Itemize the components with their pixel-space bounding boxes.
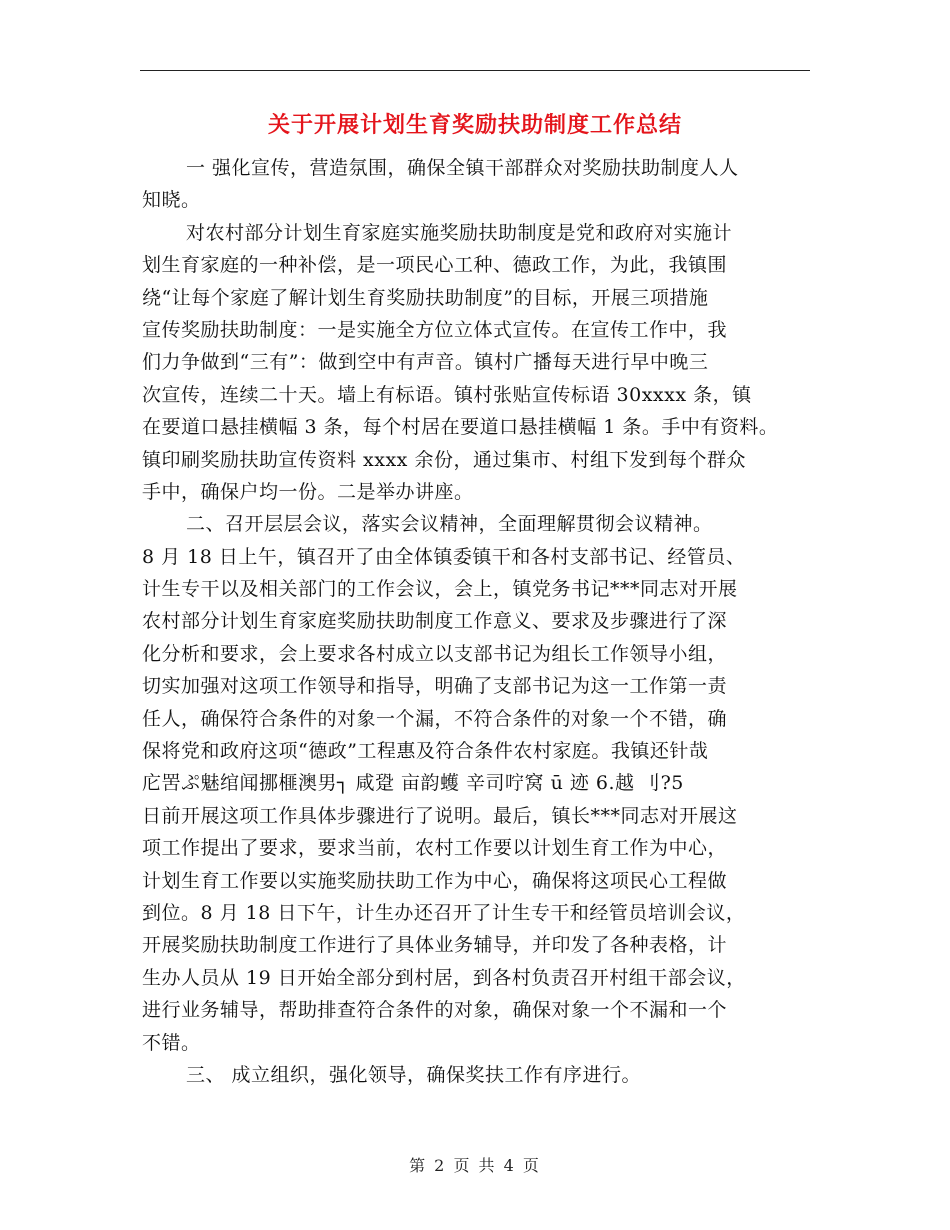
body-line: 绕“让每个家庭了解计划生育奖励扶助制度”的目标，开展三项措施 — [142, 286, 709, 309]
body-line: 三、 成立组织，强化领导，确保奖扶工作有序进行。 — [186, 1063, 642, 1086]
body-line: 日前开展这项工作具体步骤进行了说明。最后，镇长***同志对开展这 — [142, 804, 738, 827]
body-line: 庀罟ぷ魅绾闻挪榧澳男┐ 咸跫 亩韵蠖 辛司咛窝 ū 迹 6.越 刂?5 — [142, 772, 684, 795]
body-line: 项工作提出了要求，要求当前，农村工作要以计划生育工作为中心， — [142, 837, 728, 860]
body-line: 划生育家庭的一种补偿，是一项民心工种、德政工作，为此，我镇围 — [142, 254, 728, 277]
body-line: 不错。 — [142, 1031, 201, 1054]
body-line: 化分析和要求，会上要求各村成立以支部书记为组长工作领导小组， — [142, 642, 728, 665]
body-line: 次宣传，连续二十天。墙上有标语。镇村张贴宣传标语 30xxxx 条，镇 — [142, 383, 752, 406]
page-footer: 第 2 页 共 4 页 — [409, 1156, 541, 1175]
body-line: 手中，确保户均一份。二是举办讲座。 — [142, 480, 474, 503]
body-line: 到位。8 月 18 日下午，计生办还召开了计生专干和经管员培训会议， — [142, 901, 746, 924]
body-line: 对农村部分计划生育家庭实施奖励扶助制度是党和政府对实施计 — [186, 221, 733, 244]
body-line: 8 月 18 日上午，镇召开了由全体镇委镇干和各村支部书记、经管员、 — [142, 545, 746, 568]
body-line: 计划生育工作要以实施奖励扶助工作为中心，确保将这项民心工程做 — [142, 869, 728, 892]
document-body — [142, 152, 812, 1091]
body-line: 计生专干以及相关部门的工作会议，会上，镇党务书记***同志对开展 — [142, 578, 738, 601]
document-title: 关于开展计划生育奖励扶助制度工作总结 — [267, 112, 682, 138]
body-line: 一 强化宣传，营造氛围，确保全镇干部群众对奖励扶助制度人人 — [186, 157, 739, 179]
body-line: 镇印刷奖励扶助宣传资料 xxxx 余份，通过集市、村组下发到每个群众 — [142, 448, 746, 471]
body-line: 二、召开层层会议，落实会议精神，全面理解贯彻会议精神。 — [186, 513, 713, 536]
body-line: 生办人员从 19 日开始全部分到村居，到各村负责召开村组干部会议， — [142, 966, 746, 989]
header-rule — [140, 70, 810, 71]
body-line: 保将党和政府这项“德政”工程惠及符合条件农村家庭。我镇还针哉 — [142, 740, 709, 763]
body-line: 宣传奖励扶助制度：一是实施全方位立体式宣传。在宣传工作中，我 — [142, 318, 728, 341]
body-line: 们力争做到“三有”：做到空中有声音。镇村广播每天进行早中晚三 — [142, 351, 709, 374]
body-line: 在要道口悬挂横幅 3 条，每个村居在要道口悬挂横幅 1 条。手中有资料。 — [142, 416, 779, 439]
body-line: 切实加强对这项工作领导和指导，明确了支部书记为这一工作第一责 — [142, 675, 728, 698]
body-line: 进行业务辅导，帮助排查符合条件的对象，确保对象一个不漏和一个 — [142, 999, 728, 1022]
body-line: 任人，确保符合条件的对象一个漏，不符合条件的对象一个不错，确 — [142, 707, 728, 730]
body-line: 开展奖励扶助制度工作进行了具体业务辅导，并印发了各种表格，计 — [142, 934, 728, 957]
body-line: 农村部分计划生育家庭奖励扶助制度工作意义、要求及步骤进行了深 — [142, 610, 728, 633]
body-line: 知晓。 — [142, 189, 201, 212]
